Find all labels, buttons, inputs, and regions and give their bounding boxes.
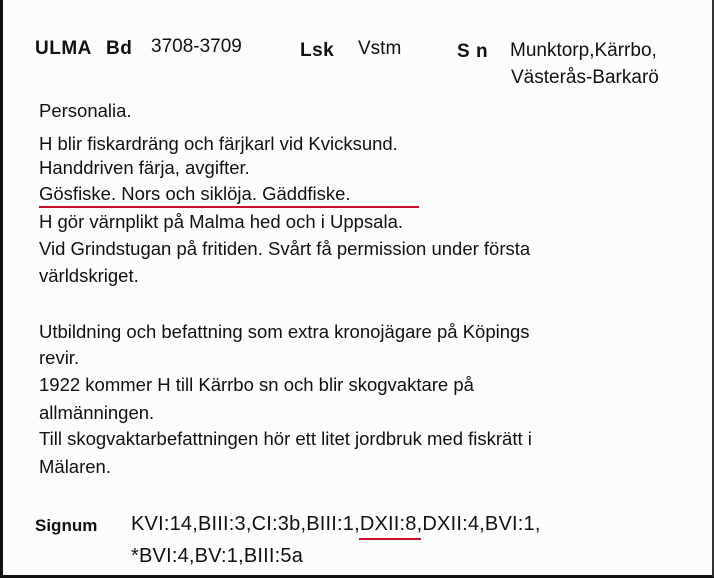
body-line: 1922 kommer H till Kärrbo sn och blir skogvaktare på bbox=[39, 374, 474, 395]
red-underline bbox=[39, 206, 419, 208]
signum-line2: *BVI:4,BV:1,BIII:5a bbox=[131, 545, 304, 567]
lsk-label: Lsk bbox=[300, 40, 335, 61]
body-line: Vid Grindstugan på fritiden. Svårt få permission under första bbox=[39, 238, 531, 259]
body-line: H gör värnplikt på Malma hed och i Uppsala. bbox=[39, 211, 404, 232]
sn-value-line2: Västerås-Barkarö bbox=[511, 67, 659, 88]
lsk-value: Vstm bbox=[358, 38, 402, 59]
signum-line1: KVI:14,BIII:3,CI:3b,BIII:1,DXII:8,DXII:4,BVI:1, bbox=[131, 513, 541, 535]
bd-value: 3708-3709 bbox=[151, 36, 242, 57]
body-line: Handdriven färja, avgifter. bbox=[39, 157, 250, 178]
body-line: H blir fiskardräng och färjkarl vid Kvicksund. bbox=[39, 133, 398, 154]
body-line: revir. bbox=[39, 347, 80, 368]
bd-label: Bd bbox=[106, 38, 133, 59]
body-line: Gösfiske. Nors och siklöja. Gäddfiske. bbox=[39, 183, 351, 204]
body-line: Mälaren. bbox=[39, 456, 111, 477]
body-line: allmänningen. bbox=[39, 402, 155, 423]
sn-value-line1: Munktorp,Kärrbo, bbox=[510, 40, 657, 61]
sn-label: S n bbox=[457, 41, 489, 62]
signum-label: Signum bbox=[35, 516, 98, 535]
body-line: Personalia. bbox=[39, 100, 132, 121]
body-line: Utbildning och befattning som extra kronojägare på Köpings bbox=[39, 321, 530, 342]
body-line: världskriget. bbox=[39, 265, 139, 286]
body-line: Till skogvaktarbefattningen hör ett litet jordbruk med fiskrätt i bbox=[39, 428, 532, 449]
ulma-label: ULMA bbox=[35, 38, 92, 59]
signum-red-underline bbox=[359, 538, 421, 540]
